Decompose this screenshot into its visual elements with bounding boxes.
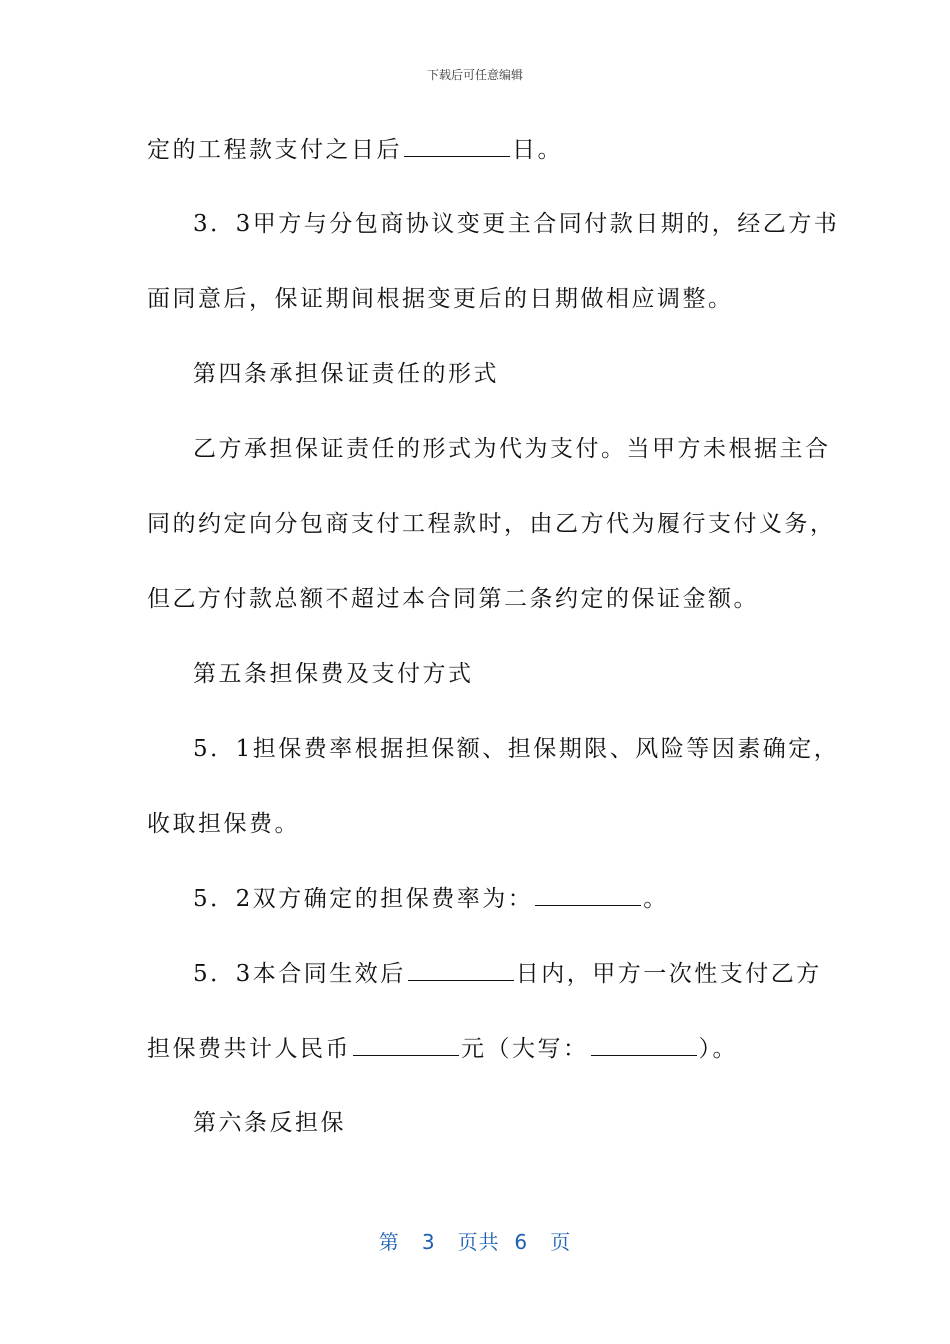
clause-5-3-line-1: 5．3本合同生效后 日内，甲方一次性支付乙方 (193, 961, 822, 987)
article-4-heading: 第四条承担保证责任的形式 (193, 361, 499, 387)
clause-3-3-line-1: 3．3甲方与分包商协议变更主合同付款日期的，经乙方书 (193, 211, 840, 237)
current-page-number: 3 (421, 1230, 436, 1254)
clause-3-3-line-2: 面同意后，保证期间根据变更后的日期做相应调整。 (147, 286, 734, 312)
fill-in-blank (535, 887, 641, 906)
paragraph-line-1: 定的工程款支付之日后 日。 (147, 137, 563, 163)
total-pages-number: 6 (514, 1230, 529, 1254)
clause-5-2: 5．2双方确定的担保费率为： 。 (193, 886, 669, 912)
fill-in-blank (353, 1037, 459, 1056)
clause-5-1-line-1: 5．1担保费率根据担保额、担保期限、风险等因素确定， (193, 736, 840, 762)
article-4-line-1: 乙方承担保证责任的形式为代为支付。当甲方未根据主合 (193, 436, 831, 462)
clause-5-3-line-2: 担保费共计人民币 元（大写： ）。 (147, 1036, 738, 1062)
clause-5-1-line-2: 收取担保费。 (147, 811, 300, 837)
article-5-heading: 第五条担保费及支付方式 (193, 661, 474, 687)
page-footer: 第 3 页共 6 页 (378, 1230, 572, 1254)
article-4-line-3: 但乙方付款总额不超过本合同第二条约定的保证金额。 (147, 586, 759, 612)
article-4-line-2: 同的约定向分包商支付工程款时，由乙方代为履行支付义务， (147, 511, 836, 537)
fill-in-blank (591, 1037, 697, 1056)
article-6-heading: 第六条反担保 (193, 1110, 346, 1136)
fill-in-blank (408, 962, 514, 981)
fill-in-blank (404, 138, 510, 157)
page-header: 下载后可任意编辑 (426, 68, 523, 82)
